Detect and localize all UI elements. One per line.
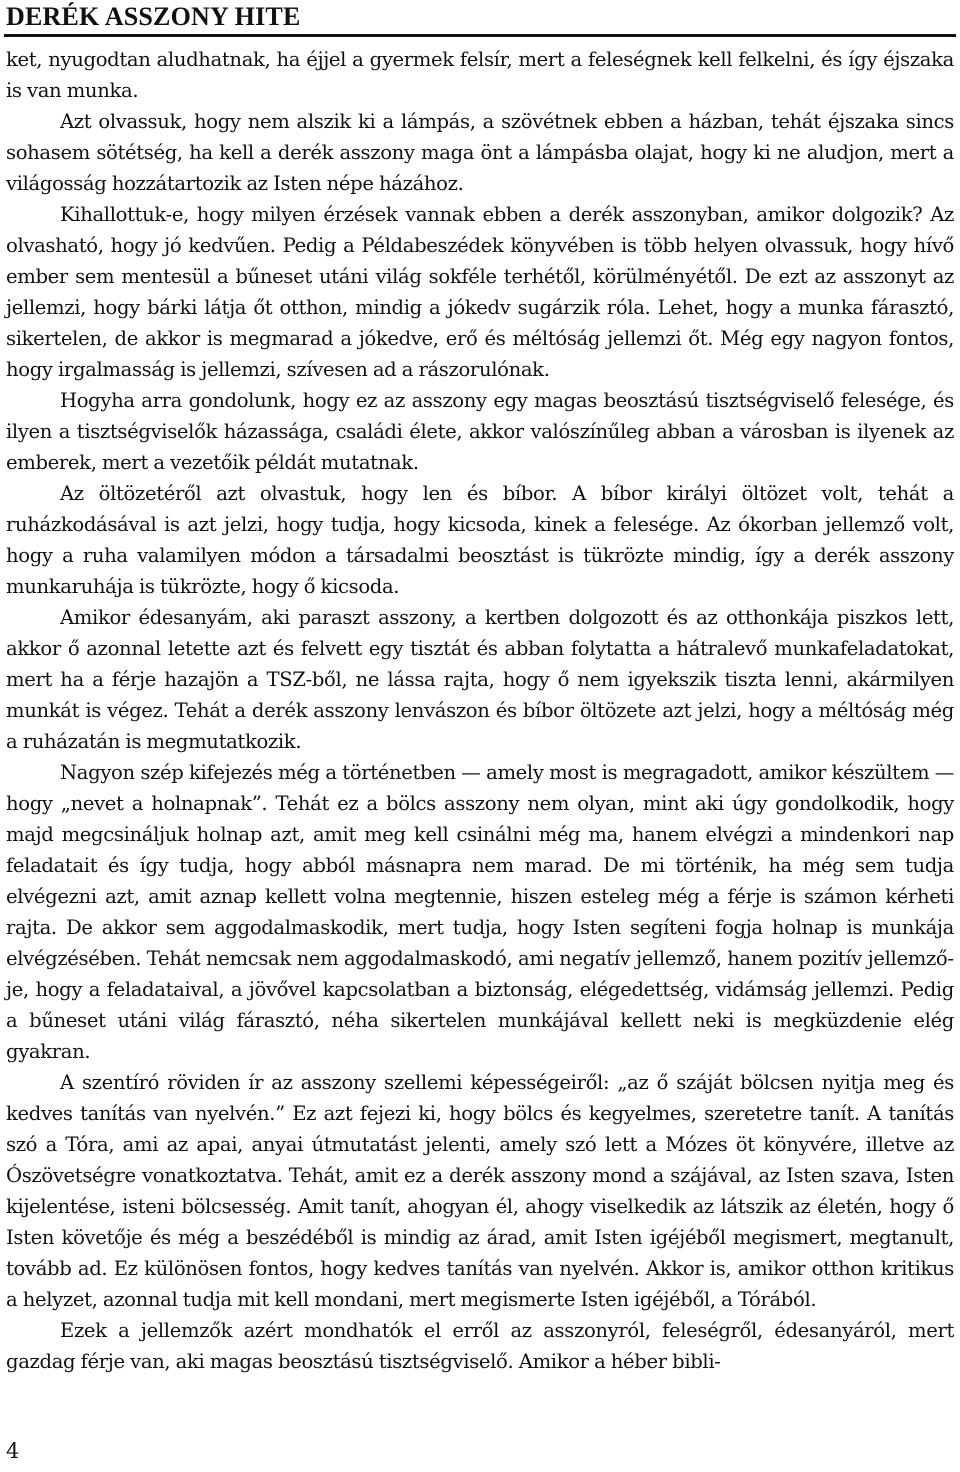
paragraph: Hogyha arra gondolunk, hogy ez az asszony egy magas beosztású tisztségviselő felesége, és ilyen a tisztségviselők házassága, családi élete, akkor valószínűleg abban a városban is ilyenek az emberek, mert a vezetőik példát mutatnak. xyxy=(6,389,954,474)
paragraph: A szentíró röviden ír az asszony szellemi képességeiről: „az ő száját bölcsen nyitja meg és kedves tanítás van nyelvén.” Ez azt fejezi ki, hogy bölcs és kegyelmes, szeretetre tanít. A tanítás szó a Tóra, ami az apai, anyai útmutatást jelenti, amely szó lett a Mózes öt könyvére, illetve az Ószövetségre vonatkoztatva. Tehát, amit ez a derék asszony mond a szájával, az Isten szava, Isten kijelentése, isteni bölcsesség. Amit tanít, ahogyan él, ahogy viselkedik az látszik az életén, hogy ő Isten követője és még a beszédéből is mindig az árad, amit Isten igéjéből megismert, megtanult, tovább ad. Ez különösen fontos, hogy kedves tanítás van nyelvén. Akkor is, amikor otthon kritikus a helyzet, azonnal tudja mit kell mondani, mert megismerte Isten igéjéből, a Tórából. xyxy=(6,1071,954,1311)
paragraph: Nagyon szép kifejezés még a történetben — amely most is megragadott, amikor készültem — hogy „nevet a holnapnak”. Tehát ez a bölcs asszony nem olyan, mint aki úgy gondolkodik, hogy majd megcsináljuk holnap azt, amit meg kell csinálni még ma, hanem elvégzi a mindenkori nap feladatait és így tudja, hogy abból másnapra nem marad. De mi történik, ha még sem tudja elvégezni azt, amit aznap kellett volna megtennie, hiszen esteleg még a férje is számon kérheti rajta. De akkor sem aggodalmaskodik, mert tudja, hogy Isten segíteni fogja holnap is munkája elvégzésében. Tehát nemcsak nem aggodalmaskodó, ami negatív jellemző, hanem pozitív jellemzője, hogy a feladataival, a jövővel kapcsolatban a biztonság, elégedettség, vidámság jellemzi. Pedig a bűneset utáni világ fárasztó, néha sikertelen munkájával kellett neki is megküzdenie elég gyakran. xyxy=(6,761,954,1063)
paragraph: Amikor édesanyám, aki paraszt asszony, a kertben dolgozott és az otthonkája piszkos lett, akkor ő azonnal letette azt és felvett egy tisztát és abban folytatta a hátralevő munkafeladatokat, mert ha a férje hazajön a TSZ-ből, ne lássa rajta, hogy ő nem igyekszik tiszta lenni, akármilyen munkát is végez. Tehát a derék asszony lenvászon és bíbor öltözete azt jelzi, hogy a méltóság még a ruházatán is megmutatkozik. xyxy=(6,606,954,753)
running-header-title: DERÉK ASSZONY HITE xyxy=(6,2,301,31)
header-divider xyxy=(4,34,956,37)
paragraph: Kihallottuk-e, hogy milyen érzések vannak ebben a derék asszonyban, amikor dolgozik? Az olvasható, hogy jó kedvűen. Pedig a Példabeszédek könyvében is több helyen olvassuk, hogy hívő ember sem mentesül a bűneset utáni világ sokféle terhétől, körülményétől. De ezt az asszonyt az jellemzi, hogy bárki látja őt otthon, mindig a jókedv sugárzik róla. Lehet, hogy a munka fárasztó, sikertelen, de akkor is megmarad a jókedve, erő és méltóság jellemzi őt. Még egy nagyon fontos, hogy irgalmasság is jellemzi, szívesen ad a rászorulónak. xyxy=(6,203,954,381)
page-number: 4 xyxy=(6,1439,20,1463)
paragraph: Az öltözetéről azt olvastuk, hogy len és bíbor. A bíbor királyi öltözet volt, tehát a ruházkodásával is azt jelzi, hogy tudja, hogy kicsoda, kinek a felesége. Az ókorban jellemző volt, hogy a ruha valamilyen módon a társadalmi beosztást is tükrözte mindig, így a derék asszony munkaruhája is tükrözte, hogy ő kicsoda. xyxy=(6,482,954,598)
body-text xyxy=(6,44,954,1377)
paragraph: Ezek a jellemzők azért mondhatók el erről az asszonyról, feleségről, édesanyáról, mert gazdag férje van, aki magas beosztású tisztségviselő. Amikor a héber bibli- xyxy=(6,1319,954,1373)
paragraph: Azt olvassuk, hogy nem alszik ki a lámpás, a szövétnek ebben a házban, tehát éjszaka sincs sohasem sötétség, ha kell a derék asszony maga önt a lámpásba olajat, hogy ki ne aludjon, mert a világosság hozzátartozik az Isten népe házához. xyxy=(6,110,954,195)
paragraph: ket, nyugodtan aludhatnak, ha éjjel a gyermek felsír, mert a feleségnek kell felkelni, és így éjszaka is van munka. xyxy=(6,48,954,102)
